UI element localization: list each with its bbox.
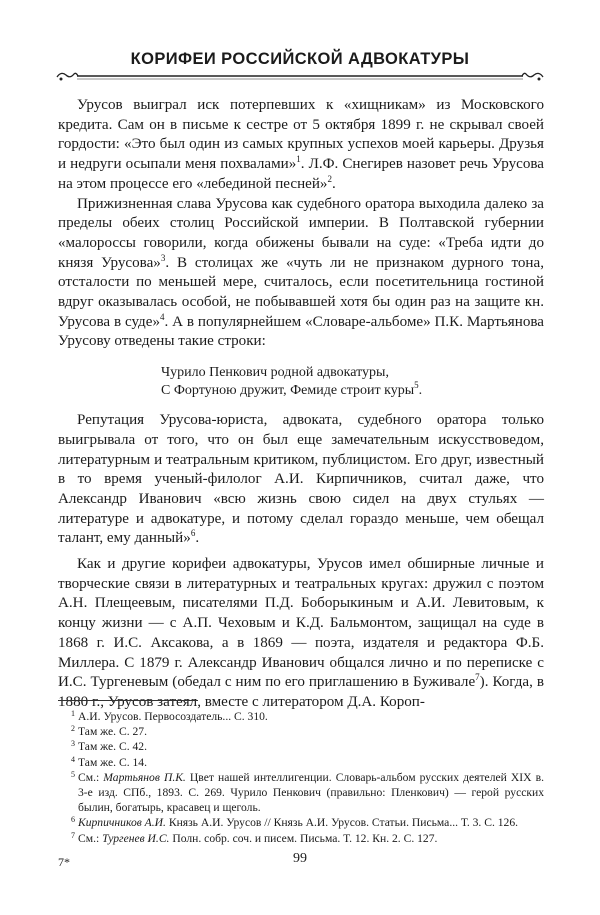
- footnote-2: $^2$ Там же. С. 27.: [71, 724, 147, 739]
- footnote-separator: [58, 700, 198, 701]
- signature-mark: 7*: [58, 855, 70, 869]
- main-text: [58, 96, 544, 713]
- footnote-1: $^1$ А.И. Урусов. Первосоздатель... С. 310.: [71, 709, 268, 723]
- paragraph-3: Репутация Урусова-юриста, адвоката, судебного оратора только выигрывала от того, что он был еще замечательным искусствоведом, литературным и театральным критиком, публицистом. Его друг, известный в то время ученый-филолог А.И. Кирпичников, считал даже, что Александр Иванович «всю жизнь свою сидел на двух стульях — литературе и адвокатуре, и потому сделал гораздо меньше, чем обещал талант, ему данный»$^6$.: [58, 412, 544, 547]
- footnote-ref-7: 7: [475, 672, 480, 683]
- footnote-ref-4: 4: [160, 311, 165, 322]
- paragraph-2: Прижизненная слава Урусова как судебного оратора выходила далеко за пределы обеих столиц Российской империи. В Полтавской губернии «малороссы говорили, когда обижены бывали на суде: «Треба идти до князя Урусова»$^3$. В столицах же «чуть ли не признаком дурного тона, отсталости по меньшей мере, считалось, если посетительница гостиной вдруг оказывалась особой, не побывавшей хотя бы один раз на защите кн. Урусова в суде»$^4$. А в популярнейшем «Словаре-альбоме» П.К. Мартьянова Урусову отведены такие строки:: [58, 195, 545, 350]
- footnote-ref-5: 5: [414, 379, 419, 390]
- footnote-3: $^3$ Там же. С. 42.: [71, 739, 147, 754]
- running-header-title: КОРИФЕИ РОССИЙСКОЙ АДВОКАТУРЫ: [130, 50, 470, 68]
- footnote-ref-6: 6: [190, 528, 196, 539]
- footnote-4: $^4$ Там же. С. 14.: [71, 754, 147, 769]
- footnote-ref-3: 3: [160, 252, 166, 263]
- footnote-ref-2: 2: [327, 173, 332, 184]
- verse-line-2: С Фортуною дружит, Фемиде строит куры$^5$.: [161, 379, 423, 398]
- footnote-6: $^6$ Кирпичников А.И. Князь А.И. Урусов // Князь А.И. Урусов. Статьи. Письма... Т. 3. С. 126.: [71, 815, 519, 830]
- verse-line-1: Чурило Пенкович родной адвокатуры,: [161, 365, 389, 381]
- footnotes-list: [58, 709, 544, 846]
- header-ornament-divider: [55, 71, 545, 83]
- paragraph-4: Как и другие корифеи адвокатуры, Урусов имел обширные личные и творческие связи в литературных и театральных кругах: дружил с поэтом А.Н. Плещеевым, писателями П.Д. Боборыкиным и А.И. Левитовым, к концу жизни — с А.П. Чеховым и К.Д. Бальмонтом, защищал на суде в 1868 г. И.С. Аксакова, а в 1869 — поэта, издателя и редактора Ф.Б. Миллера. С 1879 г. Александр Иванович общался лично и по переписке с И.С. Тургеневым (обедал с ним по его приглашению в Буживале$^7$). Когда, в 1880 г., Урусов затеял, вместе с литератором Д.А. Короп-: [58, 556, 544, 710]
- footnote-ref-1: 1: [296, 154, 301, 165]
- paragraph-1: Урусов выиграл иск потерпевших к «хищникам» из Московского кредита. Сам он в письме к сестре от 5 октября 1899 г. не скрывал своей гордости: «Это был один из самых крупных успехов моей карьеры. Друзья и недруги осыпали меня похвалами»$^1$. Л.Ф. Снегирев назовет речь Урусова на этом процессе его «лебединой песней»$^2$.: [58, 97, 545, 192]
- verse-quote: [161, 364, 544, 399]
- page-number: 99: [293, 851, 307, 866]
- footnote-7: $^7$ См.: Тургенев И.С. Полн. собр. соч. и писем. Письма. Т. 12. Кн. 2. С. 127.: [71, 830, 438, 845]
- footnote-5: $^5$ См.: Мартьянов П.К. Цвет нашей интеллигенции. Словарь-альбом русских деятелей XIX в. 3-е изд. СПб., 1893. С. 269. Чурило Пенкович (правильно: Пленкович) — герой русских былин, богатырь, красавец и щеголь.: [71, 769, 545, 815]
